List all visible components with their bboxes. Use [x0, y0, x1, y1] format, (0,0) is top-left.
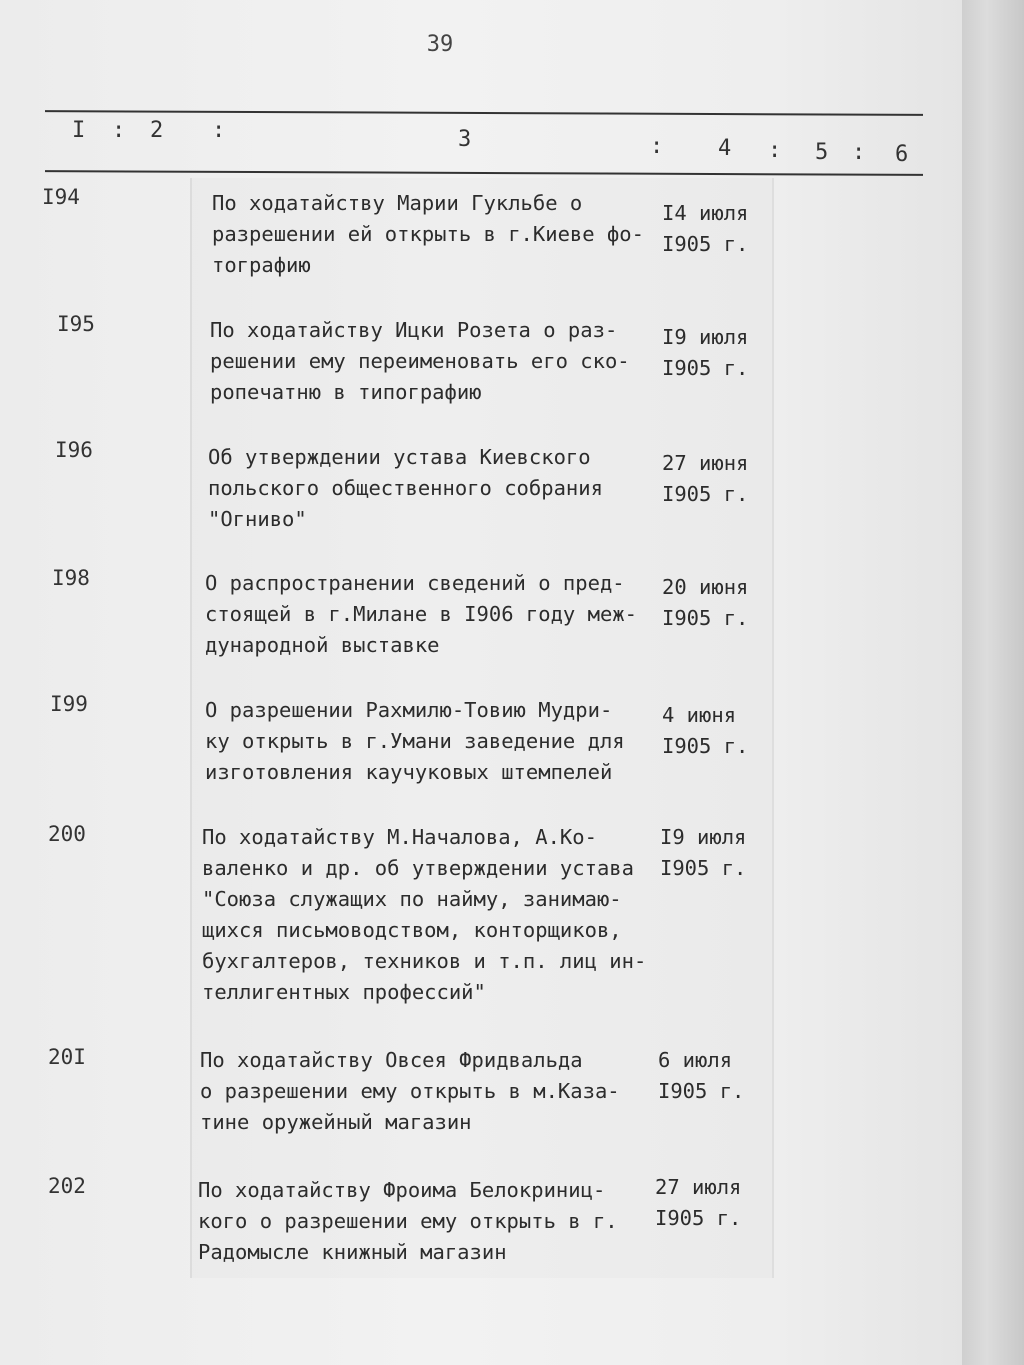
- entry-date: 27 июля I905 г.: [655, 1175, 742, 1230]
- column-header-2: 2: [150, 118, 164, 143]
- entry-number: I96: [55, 438, 93, 462]
- entry-description: По ходатайству Овсея Фридвальда о разрешении ему открыть в м.Каза- тине оружейный магазин: [200, 1048, 620, 1134]
- column-header-3: 3: [458, 127, 472, 152]
- entry-number: 200: [48, 822, 86, 846]
- entry-number: I98: [52, 566, 90, 590]
- entry-description: По ходатайству Фроима Белокриниц- кого о разрешении ему открыть в г. Радомысле книжный магазин: [198, 1178, 618, 1264]
- entry-date: 6 июля I905 г.: [658, 1048, 745, 1103]
- page-number: 39: [426, 32, 454, 57]
- entry-number: 20I: [48, 1045, 86, 1069]
- column-header-5: 5: [815, 140, 829, 165]
- entry-description: О разрешении Рахмилю-Товию Мудри- ку открыть в г.Умани заведение для изготовления каучуковых штемпелей: [205, 698, 625, 784]
- entry-date: 27 июня I905 г.: [662, 451, 749, 506]
- entry-description: По ходатайству Марии Гукльбе о разрешении ей открыть в г.Киеве фо- тографию: [212, 191, 644, 277]
- entry-date: I9 июля I905 г.: [660, 825, 747, 880]
- column-header-separator: :: [112, 118, 126, 143]
- entry-date: I9 июля I905 г.: [662, 325, 749, 380]
- entry-number: 202: [48, 1174, 86, 1198]
- column-header-separator: :: [768, 138, 782, 163]
- entry-date: I4 июля I905 г.: [662, 201, 749, 256]
- entry-date: 20 июня I905 г.: [662, 575, 749, 630]
- entry-description: По ходатайству М.Началова, А.Ко- валенко и др. об утверждении устава "Союза служащих по найму, занимаю- щихся письмоводством, конторщиков, бухгалтеров, техников и т.п. лиц ин- теллигентных профессий": [202, 825, 647, 1004]
- column-header-separator: :: [852, 140, 866, 165]
- entry-description: Об утверждении устава Киевского польского общественного собрания "Огниво": [208, 445, 603, 531]
- column-header-4: 4: [718, 136, 732, 161]
- entry-date: 4 июня I905 г.: [662, 703, 749, 758]
- column-header-separator: :: [650, 134, 664, 159]
- page-edge-shadow: [962, 0, 1024, 1365]
- column-header-6: 6: [895, 142, 909, 167]
- entry-number: I94: [42, 185, 80, 209]
- entry-number: I95: [57, 312, 95, 336]
- column-header-separator: :: [212, 118, 226, 143]
- entry-description: По ходатайству Ицки Розета о раз- решении ему переименовать его ско- ропечатню в типографию: [210, 318, 630, 404]
- entry-number: I99: [50, 692, 88, 716]
- entry-description: О распространении сведений о пред- стоящей в г.Милане в I906 году меж- дународной выставке: [205, 571, 637, 657]
- column-header-1: I: [72, 118, 86, 143]
